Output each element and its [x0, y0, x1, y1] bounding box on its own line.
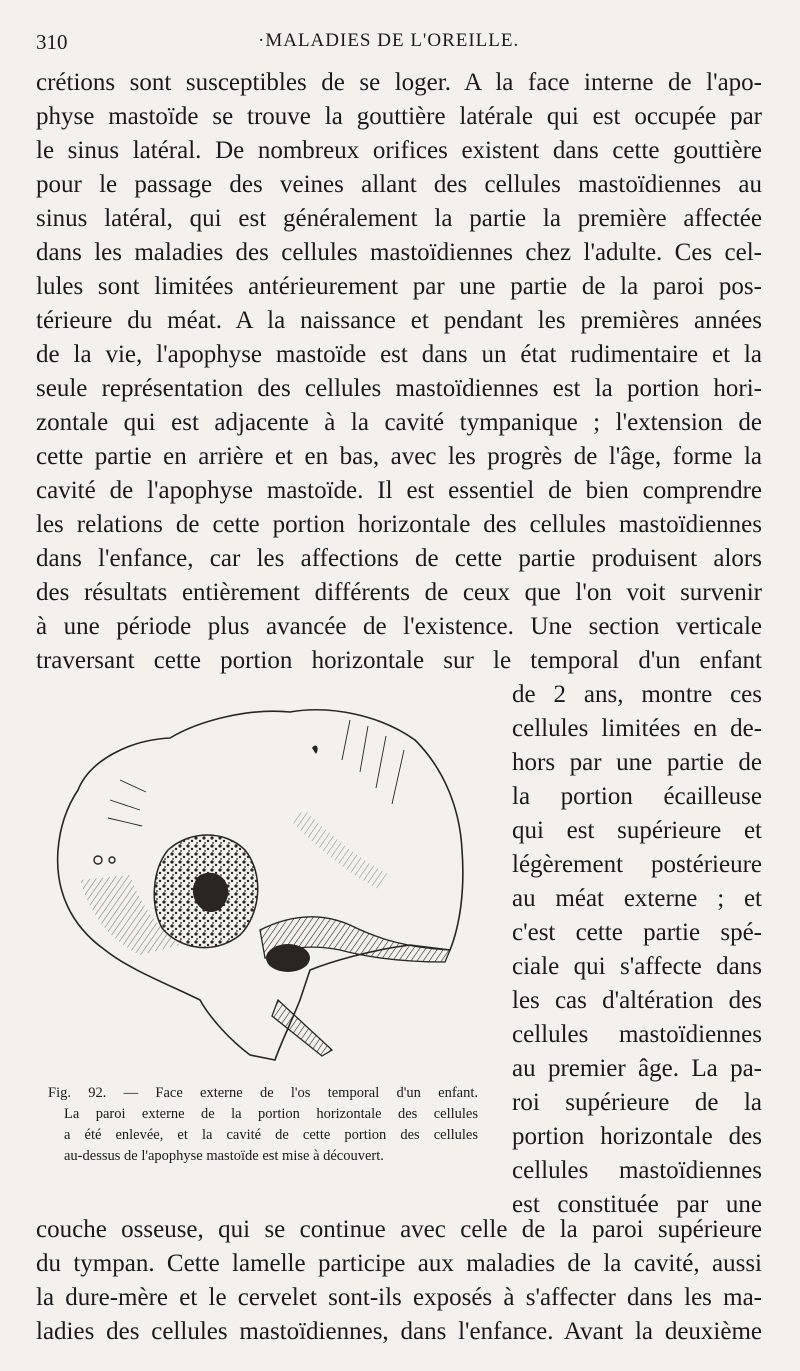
text-line: cavité de l'apophyse mastoïde. Il est essentiel de bien comprendre [36, 477, 762, 504]
caption-line: La paroi externe de la portion horizontale des cellules [64, 1106, 478, 1122]
text-line: les relations de cette portion horizontale des cellules mastoïdiennes [36, 511, 762, 538]
text-line: térieure du méat. A la naissance et pendant les premières années [36, 307, 762, 334]
text-line: portion horizontale des [512, 1123, 762, 1150]
text-line: du tympan. Cette lamelle participe aux maladies de la cavité, aussi [36, 1250, 762, 1277]
text-line: dans l'enfance, car les affections de cette partie produisent alors [36, 545, 762, 572]
caption-line: Fig. 92. — Face externe de l'os temporal d'un enfant. [48, 1085, 478, 1101]
text-line: à une période plus avancée de l'existence. Une section verticale [36, 613, 762, 640]
figure-caption [48, 1083, 478, 1167]
text-line: la portion écailleuse [512, 783, 762, 810]
text-line: au méat externe ; et [512, 885, 762, 912]
body-text [36, 66, 762, 678]
engraving-svg [50, 700, 470, 1070]
caption-line: au-dessus de l'apophyse mastoïde est mise à découvert. [64, 1148, 384, 1164]
text-line: seule représentation des cellules mastoïdiennes est la portion hori- [36, 375, 762, 402]
caption-line: a été enlevée, et la cavité de cette portion des cellules [64, 1127, 478, 1143]
text-line: lules sont limitées antérieurement par une partie de la paroi pos- [36, 273, 762, 300]
text-line: qui est supérieure et [512, 817, 762, 844]
text-line: traversant cette portion horizontale sur le temporal d'un enfant [36, 647, 762, 674]
text-line: de la vie, l'apophyse mastoïde est dans un état rudimentaire et la [36, 341, 762, 368]
figure-wrap-text [512, 678, 762, 1222]
text-line: cellules mastoïdiennes [512, 1021, 762, 1048]
text-line: le sinus latéral. De nombreux orifices existent dans cette gouttière [36, 137, 762, 164]
text-line: cette partie en arrière et en bas, avec les progrès de l'âge, forme la [36, 443, 762, 470]
text-line: ladies des cellules mastoïdiennes, dans l'enfance. Avant la deuxième [36, 1318, 762, 1345]
text-line: pour le passage des veines allant des cellules mastoïdiennes au [36, 171, 762, 198]
text-line: au premier âge. La pa- [512, 1055, 762, 1082]
text-line: zontale qui est adjacente à la cavité tympanique ; l'extension de [36, 409, 762, 436]
body-text-continued [36, 1213, 762, 1349]
text-line: ciale qui s'affecte dans [512, 953, 762, 980]
temporal-bone-illustration [50, 700, 470, 1070]
text-line: cellules mastoïdiennes [512, 1157, 762, 1184]
text-line: les cas d'altération des [512, 987, 762, 1014]
text-line: légèrement postérieure [512, 851, 762, 878]
text-line: des résultats entièrement différents de ceux que l'on voit survenir [36, 579, 762, 606]
text-line: sinus latéral, qui est généralement la partie la première affectée [36, 205, 762, 232]
page-header [36, 30, 762, 62]
text-line: hors par une partie de [512, 749, 762, 776]
text-line: couche osseuse, qui se continue avec celle de la paroi supérieure [36, 1216, 762, 1243]
text-line: roi supérieure de la [512, 1089, 762, 1116]
text-line: est constituée par une [512, 1191, 762, 1218]
page-number: 310 [36, 30, 68, 54]
text-line: c'est cette partie spé- [512, 919, 762, 946]
text-line: physe mastoïde se trouve la gouttière latérale qui est occupée par [36, 103, 762, 130]
text-line: cellules limitées en de- [512, 715, 762, 742]
text-line: la dure-mère et le cervelet sont-ils exposés à s'affecter dans les ma- [36, 1284, 762, 1311]
running-title: ·MALADIES DE L'OREILLE. [258, 30, 520, 51]
text-line: dans les maladies des cellules mastoïdiennes chez l'adulte. Ces cel- [36, 239, 762, 266]
text-line: de 2 ans, montre ces [512, 681, 762, 708]
text-line: crétions sont susceptibles de se loger. A la face interne de l'apo- [36, 69, 762, 96]
